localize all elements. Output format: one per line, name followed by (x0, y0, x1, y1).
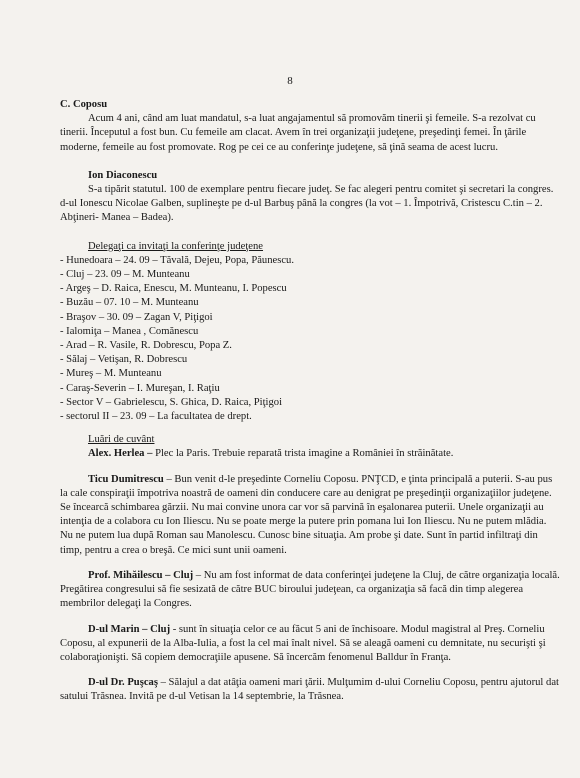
text-dumitrescu: – Bun venit d-le preşedinte Corneliu Coposu. PNŢCD, e ţinta principală a puterii. S-au pus la cale conspiraţii împotriva noastră de oameni din conducere care au denigrat pe preşedinţii organizaţiilor judeţene. Se încearcă schimbarea gărzii. Nu mai convine unora car vor să parvină în eşalonarea puterii. Unele organizaţii au intenţia de a colabora cu Ion Iliescu. Nu se poate merge la putere prin pomana lui Ion Iliescu. Nu ne putem mlădia. Nu ne putem lua după Roman sau Manolescu. Cunosc bine situaţia. Am probe şi date. Sunt în partid infiltraţi din timp, pentru a crea o breşă. Ce mici sunt unii oameni. (60, 473, 553, 556)
list-item: - Mureş – M. Munteanu (60, 368, 162, 380)
list-item: - Sector V – Gabrielescu, S. Ghica, D. Raica, Piţigoi (60, 396, 283, 408)
delegates-list (60, 254, 560, 424)
list-item: - Ialomiţa – Manea , Comănescu (60, 325, 199, 337)
paragraph-marin (60, 623, 560, 666)
delegates-heading: Delegaţi ca invitaţi la conferinţe judeţene (88, 240, 264, 252)
speaker-marin: D-ul Marin – Cluj (88, 623, 171, 635)
list-item: - Buzău – 07. 10 – M. Munteanu (60, 297, 199, 309)
paragraph-dumitrescu (60, 473, 560, 558)
speaker-mihailescu: Prof. Mihăilescu – Cluj (88, 569, 194, 581)
text-marin: - sunt în situaţia celor ce au făcut 5 ani de închisoare. Modul magistral al Preş. Corneliu Coposu, al expunerii de la Alba-Iulia, a fost la cel mai înalt nivel. Să se aleagă oameni cu demnitate, nu securişti şi colaboraţionişti. Să copiem democraţiile apusene. Să încercăm fenomenul Balldur în Franţa. (60, 623, 546, 663)
document-body (60, 98, 560, 705)
paragraph-mihailescu (60, 569, 560, 612)
text-mihailescu: – Nu am fost informat de data conferinţei judeţene la Cluj, de către organizaţia locală. Pregătirea congresului să fie sesizată de către BUC biroului judeţean, ca organizaţia să facă din timp alegerea membrilor delegaţi la Congres. (60, 569, 560, 610)
speaker-diaconescu: Ion Diaconescu (88, 169, 158, 181)
paragraph-diaconescu: S-a tipărit statutul. 100 de exemplare pentru fiecare judeţ. Se fac alegeri pentru comitet şi secretari la congres. d-ul Ionescu Nicolae Galben, suplineşte pe d-ul Barbuş până la congres (la vot – 1. Împotrivă, Cristescu C.tin – 2. Abţineri- Manea – Badea). (60, 184, 554, 224)
list-item: - Cluj – 23. 09 – M. Munteanu (60, 269, 190, 281)
list-item: - Argeş – D. Raica, Enescu, M. Munteanu, I. Popescu (60, 283, 287, 295)
paragraph-herlea (60, 447, 560, 461)
paragraph-coposu: Acum 4 ani, când am luat mandatul, s-a luat angajamentul să promovăm tinerii şi femeile. S-a rezolvat cu tinerii. Începutul a fost bun. Cu femeile am clacat. Avem în trei organizaţii judeţene, preşedinţi femei. În ţările moderne, femeile au fost promovate. Rog pe cei ce au conferinţe judeţene, să ţină seama de acest lucru. (60, 113, 536, 153)
list-item: - Braşov – 30. 09 – Zagan V, Piţigoi (60, 311, 213, 323)
list-item: - Hunedoara – 24. 09 – Tăvală, Dejeu, Popa, Păunescu. (60, 254, 294, 266)
list-item: - Caraş-Severin – I. Mureşan, I. Raţiu (60, 382, 220, 394)
list-item: - sectorul II – 23. 09 – La facultatea de drept. (60, 411, 252, 423)
list-item: - Arad – R. Vasile, R. Dobrescu, Popa Z. (60, 340, 232, 352)
speaker-coposu: C. Coposu (60, 99, 108, 110)
text-puscas: – Sălajul a dat atâţia oameni mari ţării. Mulţumim d-ului Corneliu Coposu, pentru ajutorul dat satului Trăsnea. Invită pe d-ul Vetisan la 14 septembrie, la Trăsnea. (60, 677, 559, 703)
speaker-herlea: Alex. Herlea – (88, 448, 153, 460)
paragraph-puscas (60, 676, 560, 704)
speeches-heading: Luări de cuvânt (88, 434, 155, 446)
list-item: - Sălaj – Vetişan, R. Dobrescu (60, 354, 188, 366)
speaker-puscas: D-ul Dr. Puşcaş (88, 677, 158, 689)
text-herlea: Plec la Paris. Trebuie reparată trista imagine a României în străinătate. (152, 448, 454, 460)
page-number: 8 (287, 75, 293, 87)
speaker-dumitrescu: Ticu Dumitrescu (88, 473, 164, 485)
